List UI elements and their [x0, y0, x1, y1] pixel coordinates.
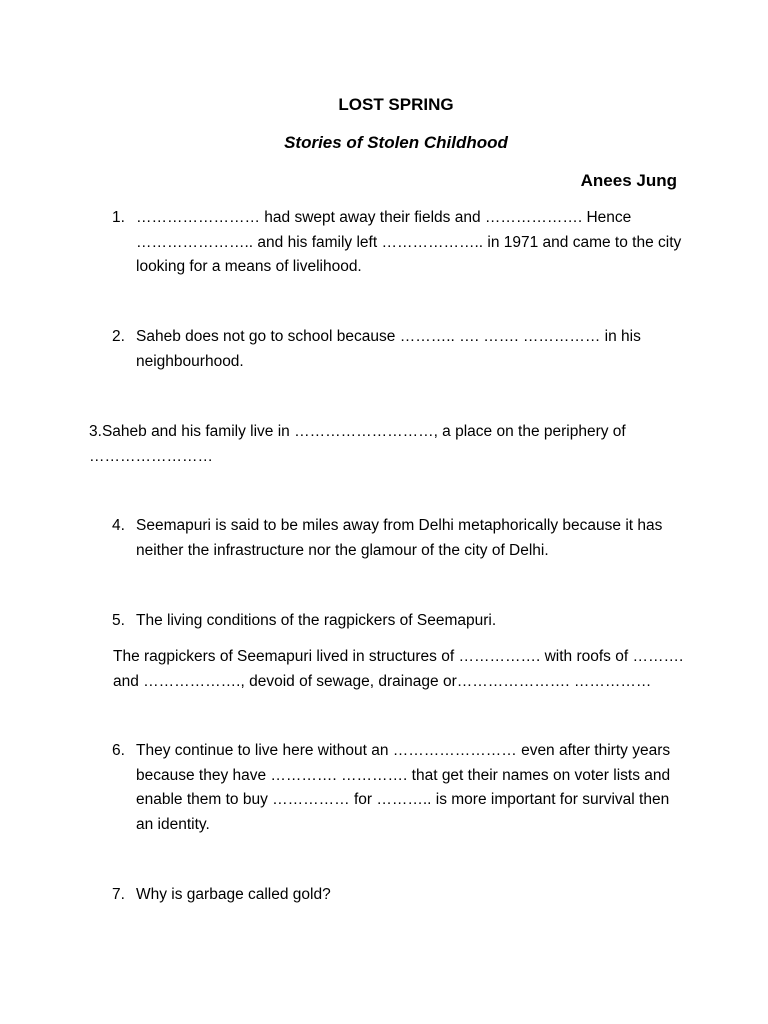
question-7 — [112, 883, 682, 908]
question-text: Saheb does not go to school because ……….. …. ……. …………… in his neighbourhood. — [136, 328, 641, 370]
question-number: 2. — [112, 328, 125, 345]
question-text: …………………… had swept away their fields and ………………. Hence ………………….. and his family left ……………….. in 1971 and came to the city looking for a means of livelihood. — [136, 209, 682, 275]
author-name: Anees Jung — [580, 171, 677, 190]
question-number: 3. — [89, 423, 102, 440]
question-text: Why is garbage called gold? — [136, 886, 331, 903]
answer-5-paragraph: The ragpickers of Seemapuri lived in structures of ……………. with roofs of ………. and ………………., devoid of sewage, drainage or…………………. …………… — [113, 648, 684, 690]
question-number: 7. — [112, 886, 125, 903]
question-number: 4. — [112, 517, 125, 534]
question-3 — [89, 420, 689, 469]
question-4 — [112, 514, 682, 563]
question-number: 6. — [112, 742, 125, 759]
question-text: The living conditions of the ragpickers of Seemapuri. — [136, 612, 497, 629]
question-text: They continue to live here without an …………………… even after thirty years because they have …………. …………. that get their names on voter lists and enable them to buy …………… for ……….. is more important for survival then an identity. — [136, 742, 671, 833]
question-5 — [112, 609, 682, 634]
question-2 — [112, 325, 682, 374]
question-text: Saheb and his family live in ………………………, a place on the periphery of …………………… — [89, 423, 626, 465]
question-6 — [112, 739, 682, 837]
page-title: LOST SPRING — [338, 95, 454, 114]
page-subtitle: Stories of Stolen Childhood — [284, 133, 508, 152]
question-1 — [112, 206, 682, 280]
question-text: Seemapuri is said to be miles away from Delhi metaphorically because it has neither the infrastructure nor the glamour of the city of Delhi. — [136, 517, 663, 559]
question-number: 5. — [112, 612, 125, 629]
question-number: 1. — [112, 209, 125, 226]
